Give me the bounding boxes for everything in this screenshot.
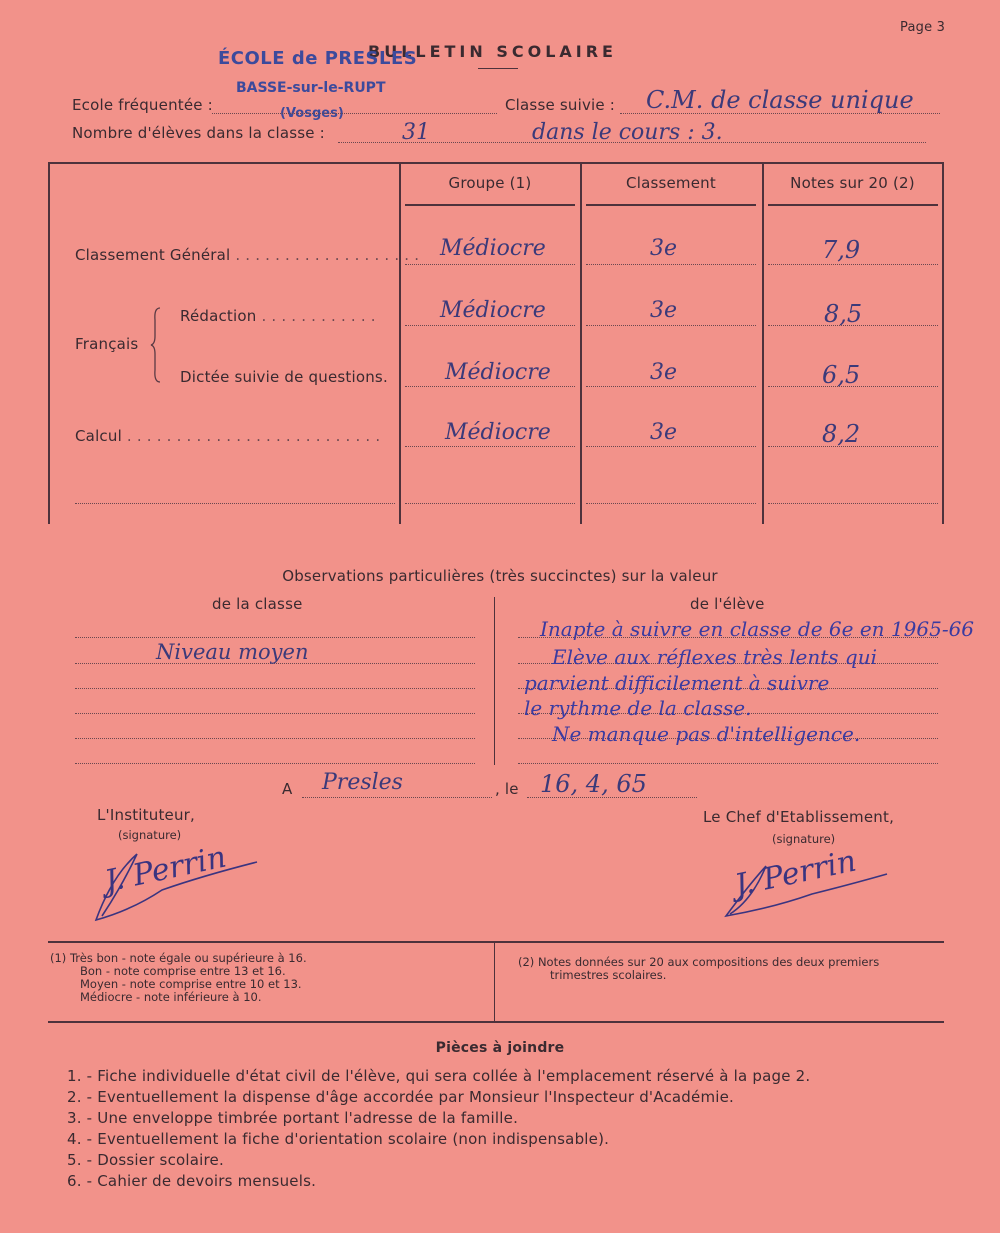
obs-eleve-text-5: Ne manque pas d'intelligence. bbox=[552, 722, 861, 746]
title-underline bbox=[478, 68, 518, 69]
chef-signature: J. Perrin bbox=[731, 843, 860, 904]
note-tres-bon: (1) Très bon - note égale ou supérieure à 16. bbox=[50, 951, 307, 965]
chef-label: Le Chef d'Etablissement, bbox=[703, 808, 895, 826]
row3-line-groupe bbox=[405, 386, 575, 387]
obs-classe-line-1 bbox=[75, 637, 475, 638]
row2-note: 8,5 bbox=[824, 300, 863, 328]
chef-sub: (signature) bbox=[772, 832, 836, 846]
row-label-calcul: Calcul . . . . . . . . . . . . . . . . . . . . . . . . . . bbox=[75, 427, 381, 445]
row5-line-note bbox=[768, 503, 938, 504]
row1-note: 7,9 bbox=[822, 236, 861, 264]
row5-line-classement bbox=[586, 503, 756, 504]
row2-groupe: Médiocre bbox=[440, 298, 546, 323]
row4-note: 8,2 bbox=[822, 420, 861, 448]
ecole-dotline bbox=[212, 113, 497, 114]
ecole-label: Ecole fréquentée : bbox=[72, 96, 213, 114]
date-value: 16, 4, 65 bbox=[540, 770, 647, 798]
row-label-redaction: Rédaction . . . . . . . . . . . . bbox=[180, 307, 376, 325]
row2-line-groupe bbox=[405, 325, 575, 326]
note-moyen: Moyen - note comprise entre 10 et 13. bbox=[80, 977, 302, 991]
pieces-item-1: 1. - Fiche individuelle d'état civil de l'élève, qui sera collée à l'emplacement réservé à la page 2. bbox=[67, 1067, 811, 1085]
school-stamp-line3: (Vosges) bbox=[280, 106, 344, 121]
note-2-line-1: (2) Notes données sur 20 aux compositions des deux premiers bbox=[518, 955, 880, 969]
notes-bottom-border bbox=[48, 1021, 944, 1023]
obs-eleve-text-2: Elève aux réflexes très lents qui bbox=[552, 645, 877, 669]
row4-line-classement bbox=[586, 446, 756, 447]
row3-groupe: Médiocre bbox=[445, 360, 551, 385]
col-header-classement: Classement bbox=[626, 174, 716, 192]
row1-line-note bbox=[768, 264, 938, 265]
table-top-border bbox=[48, 162, 944, 164]
instituteur-signature: J. Perrin bbox=[101, 839, 230, 900]
row3-line-classement bbox=[586, 386, 756, 387]
row-label-classement-general: Classement Général . . . . . . . . . . . . . . . . . . . bbox=[75, 246, 420, 264]
pieces-item-6: 6. - Cahier de devoirs mensuels. bbox=[67, 1172, 317, 1190]
table-right-border bbox=[942, 162, 944, 524]
notes-top-border bbox=[48, 941, 944, 943]
obs-classe-line-3 bbox=[75, 688, 475, 689]
notes-right bbox=[518, 956, 879, 982]
row5-line-groupe bbox=[405, 503, 575, 504]
row1-line-groupe bbox=[405, 264, 575, 265]
place-dotline bbox=[302, 797, 492, 798]
row2-line-classement bbox=[586, 325, 756, 326]
row4-line-groupe bbox=[405, 446, 575, 447]
col-header-groupe: Groupe (1) bbox=[448, 174, 532, 192]
pieces-item-5: 5. - Dossier scolaire. bbox=[67, 1151, 224, 1169]
obs-eleve-line-6 bbox=[518, 763, 938, 764]
observations-classe-label: de la classe bbox=[212, 595, 303, 613]
place-a-label: A bbox=[282, 780, 293, 798]
observations-eleve-label: de l'élève bbox=[690, 595, 765, 613]
document-title: BULLETIN SCOLAIRE bbox=[368, 42, 617, 61]
table-divider-2 bbox=[580, 162, 582, 524]
row1-line-classement bbox=[586, 264, 756, 265]
eleves-label: Nombre d'élèves dans la classe : bbox=[72, 124, 325, 142]
instituteur-label: L'Instituteur, bbox=[97, 806, 196, 824]
row2-classement: 3e bbox=[650, 298, 678, 323]
page-label: Page 3 bbox=[900, 20, 946, 35]
francais-brace bbox=[150, 306, 164, 384]
cours-value: dans le cours : 3. bbox=[532, 120, 723, 145]
obs-classe-line-5 bbox=[75, 738, 475, 739]
col-header-notes: Notes sur 20 (2) bbox=[790, 174, 915, 192]
row1-groupe: Médiocre bbox=[440, 236, 546, 261]
header-underline-1 bbox=[405, 204, 575, 206]
classe-label: Classe suivie : bbox=[505, 96, 616, 114]
note-mediocre: Médiocre - note inférieure à 10. bbox=[80, 990, 262, 1004]
pieces-item-2: 2. - Eventuellement la dispense d'âge accordée par Monsieur l'Inspecteur d'Académie. bbox=[67, 1088, 735, 1106]
notes-divider bbox=[494, 941, 495, 1021]
row4-classement: 3e bbox=[650, 420, 678, 445]
obs-eleve-text-1: Inapte à suivre en classe de 6e en 1965-66 bbox=[540, 617, 975, 641]
eleves-value: 31 bbox=[402, 120, 430, 145]
obs-classe-line-4 bbox=[75, 713, 475, 714]
pieces-item-4: 4. - Eventuellement la fiche d'orientation scolaire (non indispensable). bbox=[67, 1130, 610, 1148]
row4-groupe: Médiocre bbox=[445, 420, 551, 445]
school-stamp-line2: BASSE-sur-le-RUPT bbox=[236, 80, 386, 96]
classe-value: C.M. de classe unique bbox=[646, 86, 914, 114]
row3-classement: 3e bbox=[650, 360, 678, 385]
place-value: Presles bbox=[322, 770, 403, 795]
pieces-list bbox=[67, 1066, 810, 1192]
francais-label: Français bbox=[75, 335, 139, 353]
row-label-dictee: Dictée suivie de questions. bbox=[180, 368, 388, 386]
header-underline-2 bbox=[586, 204, 756, 206]
notes-left bbox=[50, 952, 307, 1004]
note-2-line-2: trimestres scolaires. bbox=[550, 968, 667, 982]
instituteur-signature-flourish bbox=[92, 846, 262, 924]
school-stamp-line1: ÉCOLE de PRESLES bbox=[218, 48, 418, 69]
pieces-item-3: 3. - Une enveloppe timbrée portant l'adresse de la famille. bbox=[67, 1109, 519, 1127]
note-bon: Bon - note comprise entre 13 et 16. bbox=[80, 964, 286, 978]
row3-note: 6,5 bbox=[822, 361, 861, 389]
instituteur-sub: (signature) bbox=[118, 828, 182, 842]
obs-eleve-text-3: parvient difficilement à suivre bbox=[524, 671, 830, 695]
observations-title: Observations particulières (très succinctes) sur la valeur bbox=[282, 567, 718, 585]
chef-signature-flourish bbox=[722, 850, 892, 920]
row1-classement: 3e bbox=[650, 236, 678, 261]
observations-classe-text: Niveau moyen bbox=[156, 640, 309, 664]
obs-classe-line-6 bbox=[75, 763, 475, 764]
header-underline-3 bbox=[768, 204, 938, 206]
table-left-border bbox=[48, 162, 50, 524]
table-divider-1 bbox=[399, 162, 401, 524]
obs-eleve-text-4: le rythme de la classe. bbox=[524, 696, 752, 720]
row5-line-label bbox=[75, 503, 395, 504]
table-divider-3 bbox=[762, 162, 764, 524]
observations-divider bbox=[494, 597, 495, 765]
date-le-label: , le bbox=[495, 780, 519, 798]
pieces-title: Pièces à joindre bbox=[435, 1040, 565, 1056]
